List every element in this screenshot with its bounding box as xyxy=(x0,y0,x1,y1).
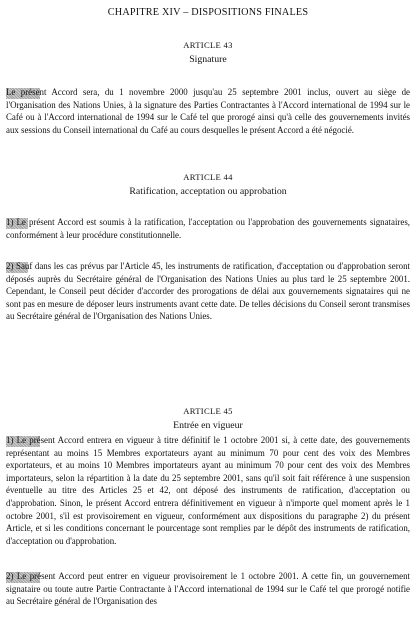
article-45-title: Entrée en vigueur xyxy=(173,420,243,431)
article-44-paragraph-2: 2) Sauf dans les cas prévus par l'Article 45, les instruments de ratification, d'acceptation ou d'approbation seront déposés auprès du Secrétaire général de l'Organisation des Nations Unies au plus tard le 25 septembre 2001. Cependant, le Conseil peut décider d'accorder des prorogations de délai aux gouvernements signataires qui ne sont pas en mesure de déposer leurs instruments avant cette date. De telles décisions du Conseil seront transmises au Secrétaire général de l'Organisation des Nations Unies. xyxy=(6,261,410,322)
article-43-number: ARTICLE 43 xyxy=(183,40,233,50)
article-45-paragraph-2: 2) Le présent Accord peut entrer en vigueur provisoirement le 1 octobre 2001. A cette fin, un gouvernement signataire ou toute autre Partie Contractante à l'Accord international de 1994 sur le Café tel que prorogé notifie au Secrétaire général de l'Organisation des xyxy=(6,571,410,607)
article-43-paragraph: Le présent Accord sera, du 1 novembre 2000 jusqu'au 25 septembre 2001 inclus, ouvert au siège de l'Organisation des Nations Unies, à la signature des Parties Contractantes à l'Accord international de 1994 sur le Café ou à l'Accord international de 1994 sur le Café tel que prorogé ainsi qu'à celle des gouvernements invités aux sessions du Conseil international du Café au cours desquelles le présent Accord a été négocié. xyxy=(6,87,410,135)
article-44-number: ARTICLE 44 xyxy=(183,172,233,182)
chapter-heading: CHAPITRE XIV – DISPOSITIONS FINALES xyxy=(107,7,309,18)
article-45-paragraph-1: 1) Le présent Accord entrera en vigueur à titre définitif le 1 octobre 2001 si, à cette date, des gouvernements représentant au moins 15 Membres exportateurs ayant au minimum 70 pour cent des voix des Membres exportateurs, et au moins 10 Membres importateurs ayant au minimum 70 pour cent des voix des Membres importateurs, selon la répartition à la date du 25 septembre 2001, sans qu'il soit fait référence à une suspension éventuelle au titre des Articles 25 et 42, ont déposé des instruments de ratification, d'acceptation ou d'approbation. Sinon, le présent Accord entrera définitivement en vigueur à n'importe quel moment après le 1 octobre 2001, s'il est provisoirement en vigueur, conformément aux dispositions du paragraphe 2) du présent Article, et si les conditions concernant le pourcentage sont remplies par le dépôt des instruments de ratification, d'acceptation ou d'approbation. xyxy=(6,435,410,546)
article-44-paragraph-1: 1) Le présent Accord est soumis à la ratification, l'acceptation ou l'approbation des gouvernements signataires, conformément à leur procédure constitutionnelle. xyxy=(6,217,410,240)
article-44-title: Ratification, acceptation ou approbation xyxy=(129,186,287,197)
article-43-title: Signature xyxy=(189,54,227,65)
article-45-number: ARTICLE 45 xyxy=(183,406,233,416)
